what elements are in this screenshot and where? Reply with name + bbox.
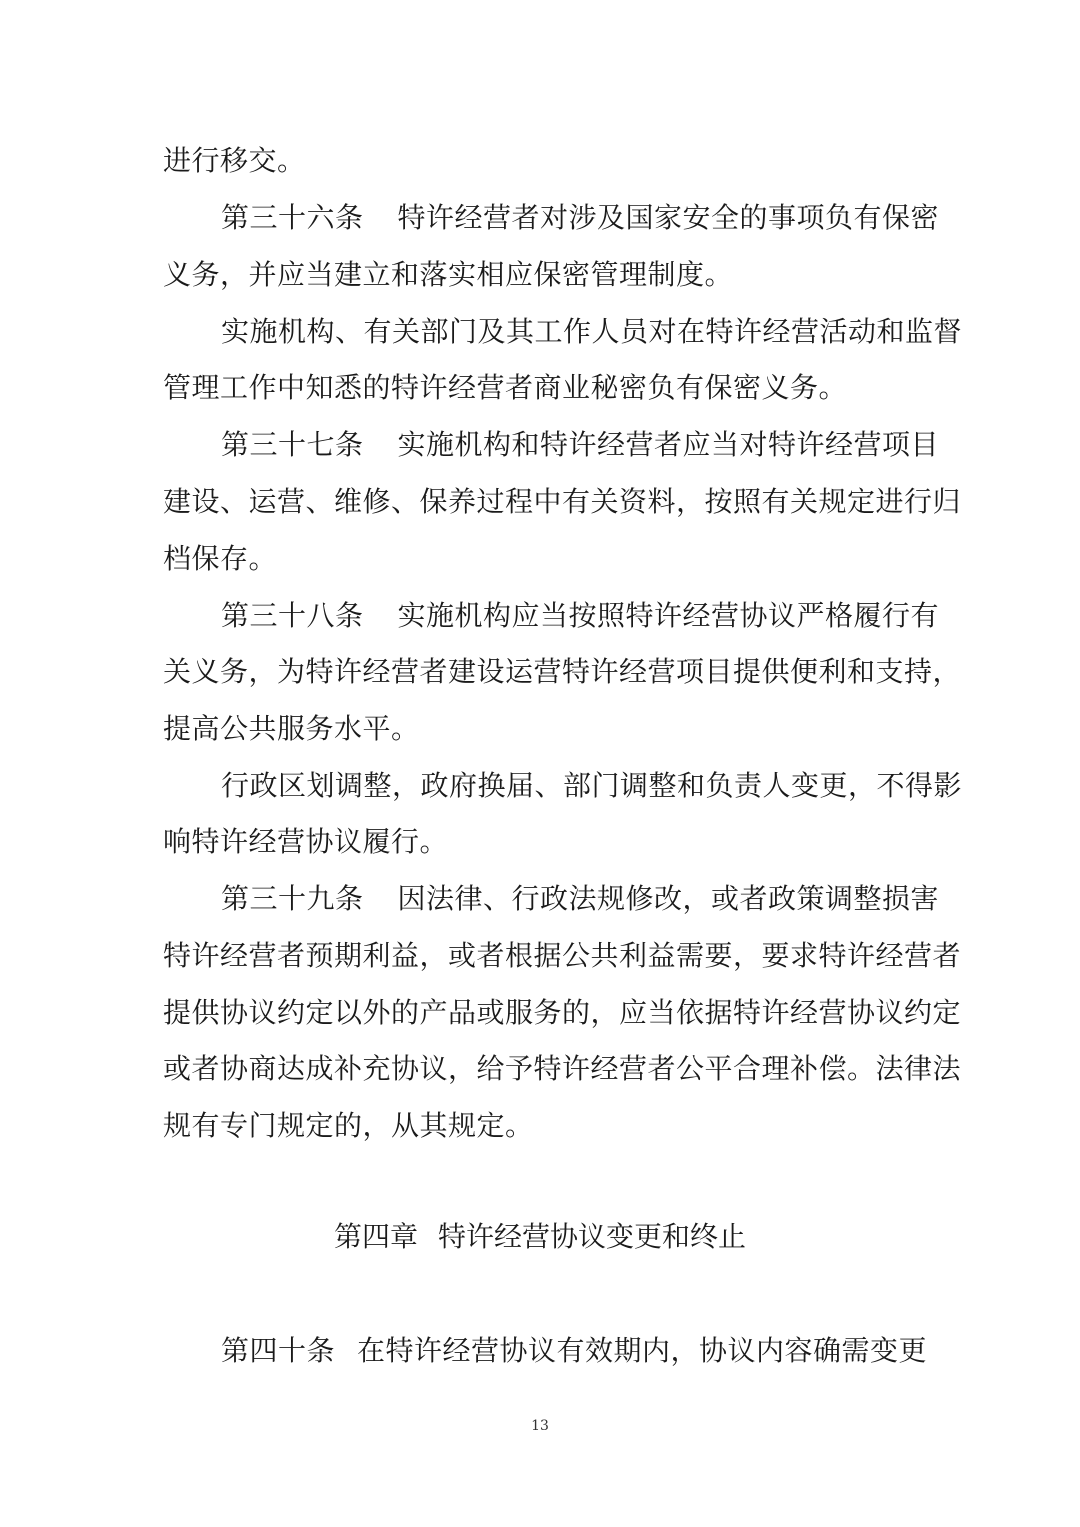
- article-number: 第三十八条: [221, 599, 364, 632]
- page-number: 13: [531, 1418, 549, 1434]
- article-number: 第四十条: [221, 1334, 336, 1367]
- chapter-heading: [0, 1217, 1080, 1257]
- article-text: 特许经营者对涉及国家安全的事项负有保密: [397, 201, 940, 234]
- text-line: 关义务，为特许经营者建设运营特许经营项目提供便利和支持，: [163, 655, 962, 688]
- text-line: 档保存。: [163, 542, 278, 575]
- article-text: 在特许经营协议有效期内，协议内容确需变更: [357, 1334, 928, 1367]
- article-40-first-line: [221, 1331, 927, 1371]
- article-number: 第三十九条: [221, 882, 364, 915]
- text-line: 提高公共服务水平。: [163, 712, 420, 745]
- paragraph-first-line: 行政区划调整，政府换届、部门调整和负责人变更，不得影: [221, 769, 963, 802]
- paragraph-first-line: 实施机构、有关部门及其工作人员对在特许经营活动和监督: [221, 315, 963, 348]
- article-text: 因法律、行政法规修改，或者政策调整损害: [397, 882, 940, 915]
- text-line: 管理工作中知悉的特许经营者商业秘密负有保密义务。: [163, 371, 848, 404]
- article-text: 实施机构和特许经营者应当对特许经营项目: [397, 428, 940, 461]
- text-line: 进行移交。: [163, 144, 306, 177]
- chapter-title: 特许经营协议变更和终止: [438, 1220, 747, 1253]
- text-line: 规有专门规定的，从其规定。: [163, 1109, 534, 1142]
- text-line: 建设、运营、维修、保养过程中有关资料，按照有关规定进行归: [163, 485, 962, 518]
- article-39-first-line: [221, 879, 939, 919]
- text-line: 提供协议约定以外的产品或服务的，应当依据特许经营协议约定: [163, 996, 962, 1029]
- text-line: 响特许经营协议履行。: [163, 825, 449, 858]
- article-number: 第三十七条: [221, 428, 364, 461]
- article-37-first-line: [221, 425, 939, 465]
- article-text: 实施机构应当按照特许经营协议严格履行有: [397, 599, 940, 632]
- text-line: 或者协商达成补充协议，给予特许经营者公平合理补偿。法律法: [163, 1052, 962, 1085]
- article-number: 第三十六条: [221, 201, 364, 234]
- text-line: 特许经营者预期利益，或者根据公共利益需要，要求特许经营者: [163, 939, 962, 972]
- article-36-first-line: [221, 198, 939, 238]
- article-38-first-line: [221, 596, 939, 636]
- chapter-number: 第四章: [333, 1220, 418, 1253]
- text-line: 义务，并应当建立和落实相应保密管理制度。: [163, 258, 734, 291]
